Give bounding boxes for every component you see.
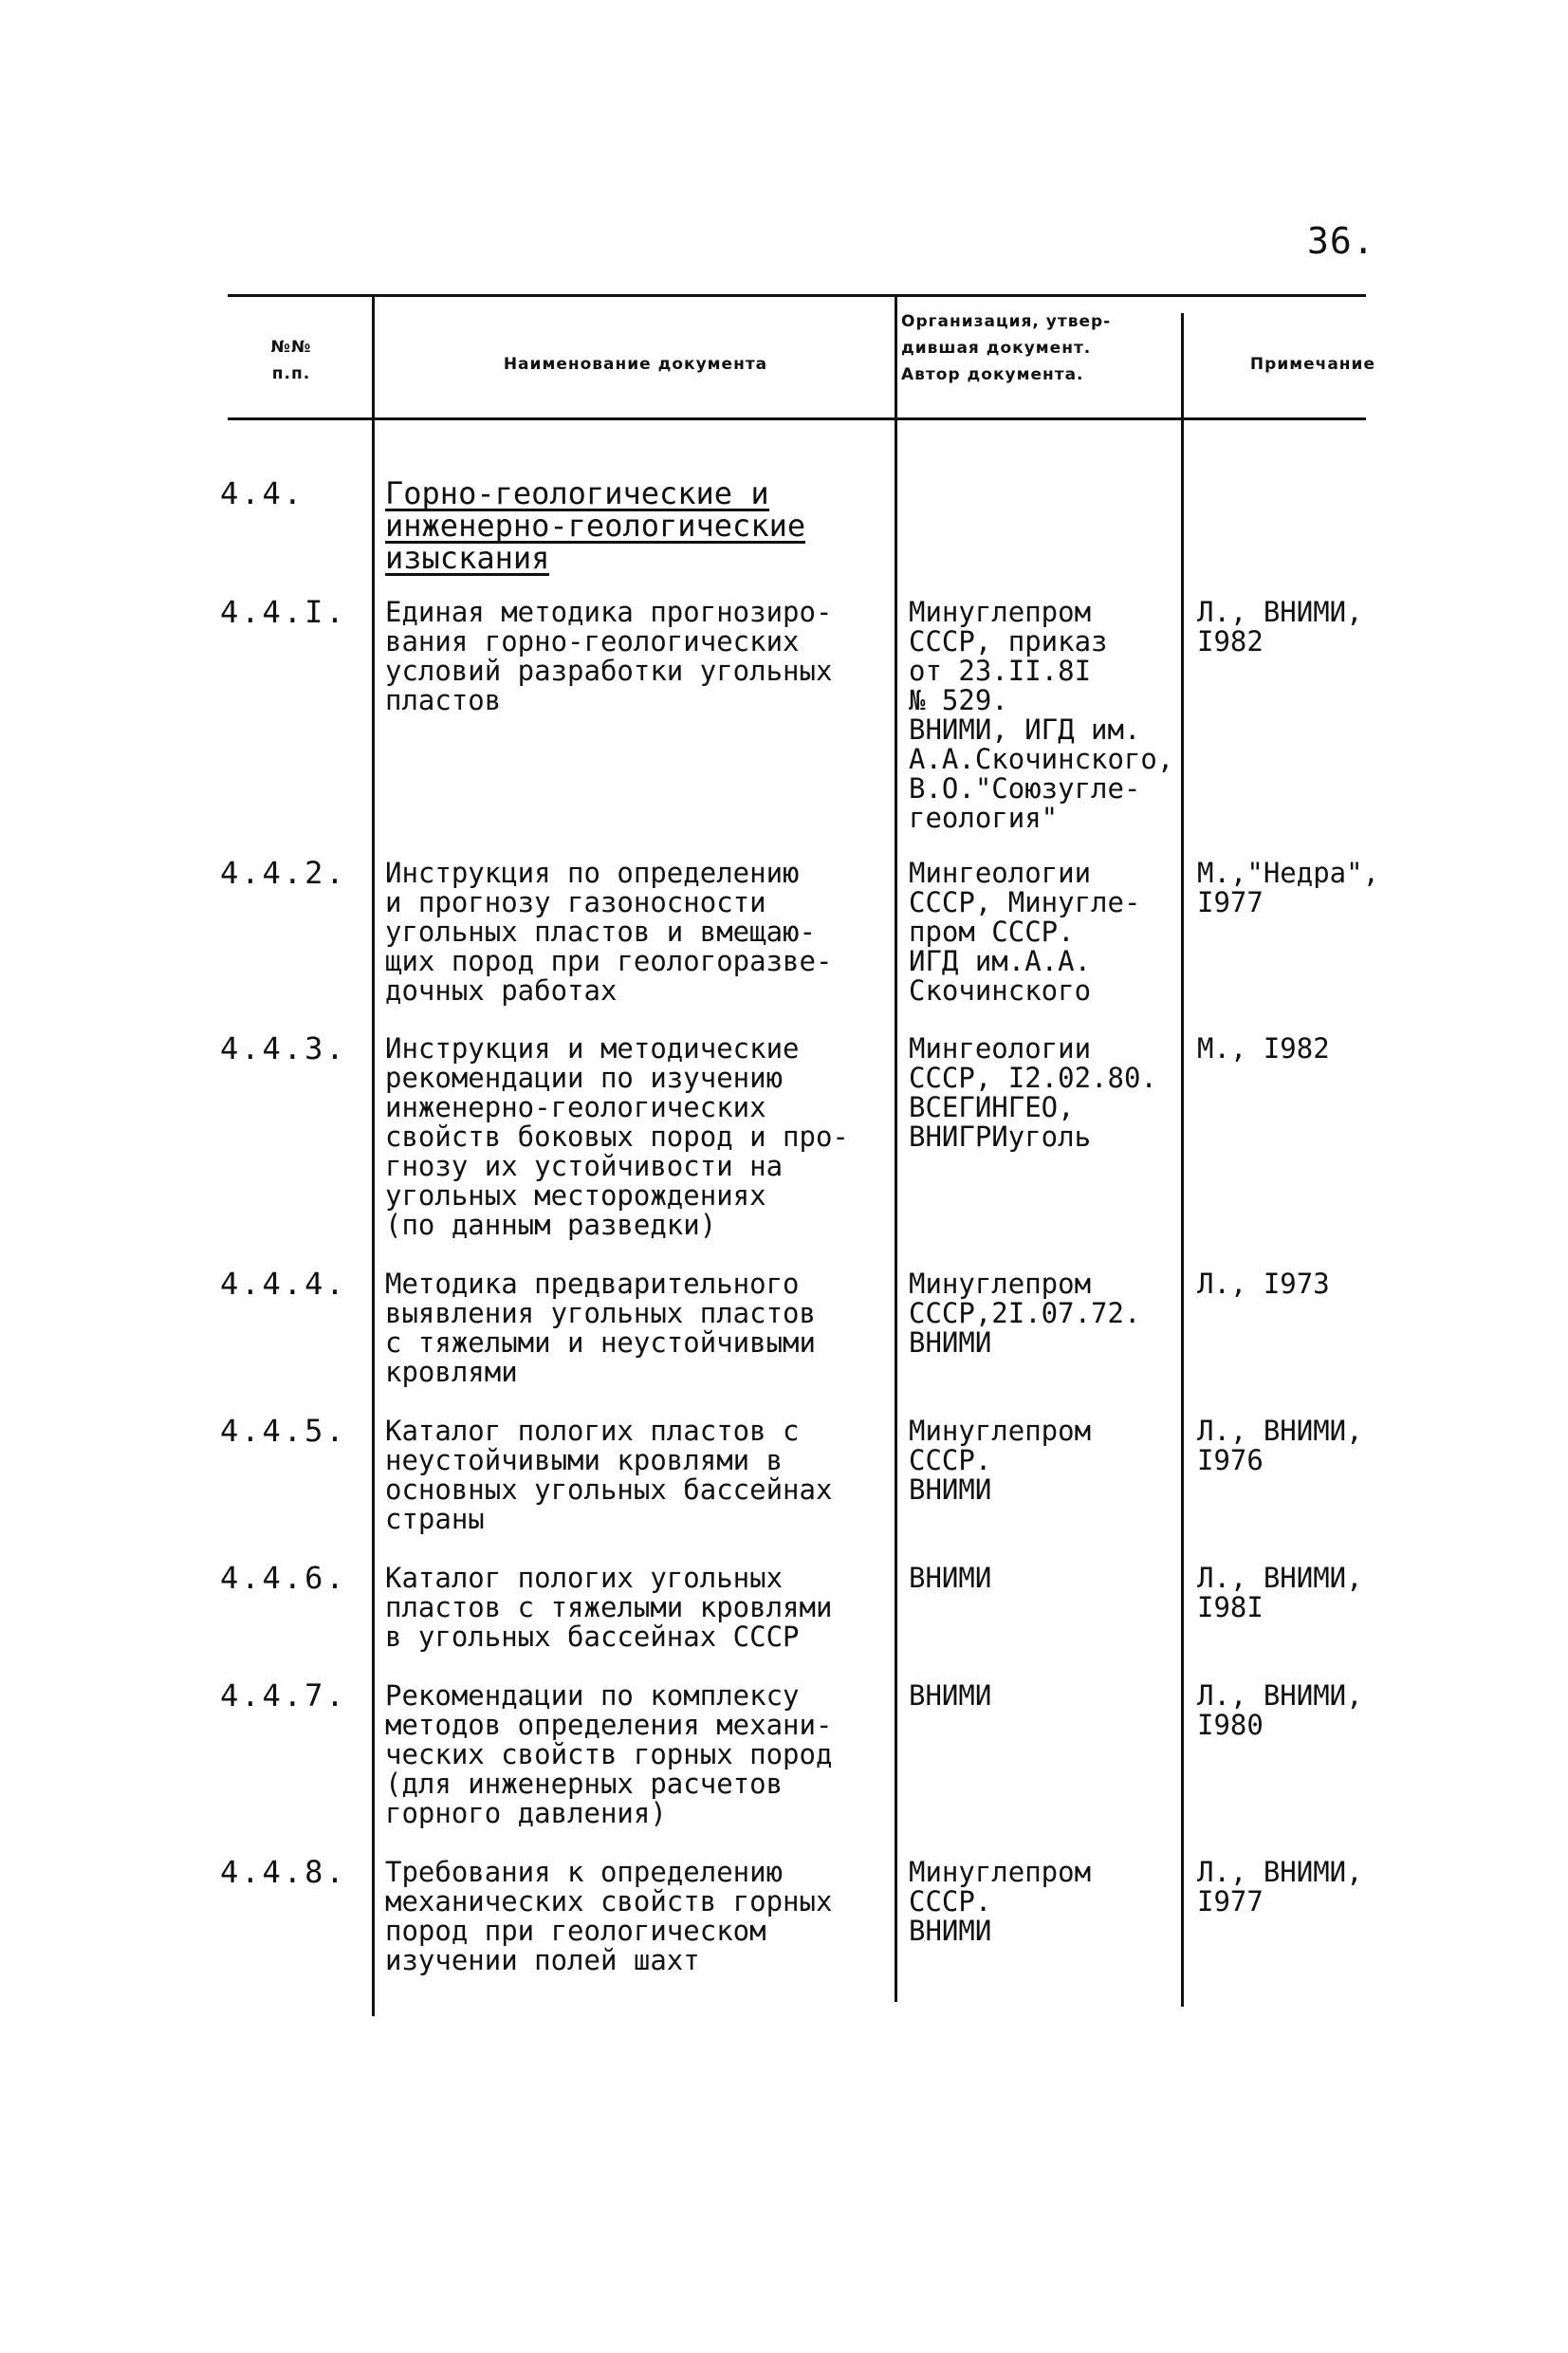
row-document-title: Каталог пологих угольных пластов с тяжелыми кровлями в угольных бассейнах СССР [385,1562,833,1653]
header-org-line2: дившая документ. [901,339,1092,358]
page-number: 36. [1307,220,1375,262]
row-organization: Мингеологии СССР, I2.02.80. ВСЕГИНГЕО, ВНИГРИуголь [909,1032,1157,1153]
header-top-rule [228,294,1366,297]
row-note: Л., ВНИМИ, I982 [1197,596,1363,658]
section-title-line: изыскания [385,540,550,576]
row-organization: Минуглепром СССР, приказ от 23.II.8I № 529. ВНИМИ, ИГД им. А.А.Скочинского, В.О."Союзугле- геология" [909,596,1174,834]
header-org-line3: Автор документа. [901,365,1084,384]
row-note: Л., ВНИМИ, I977 [1197,1856,1363,1918]
row-number: 4.4.6. [220,1560,347,1596]
header-note: Примечание [1249,355,1375,374]
section-title-line: инженерно-геологические [385,508,806,544]
row-note: Л., I973 [1197,1268,1330,1300]
row-organization: ВНИМИ [909,1562,992,1594]
header-number-line1: №№ [270,338,312,357]
row-organization: Минуглепром СССР. ВНИМИ [909,1415,1092,1506]
row-number: 4.4.5. [220,1413,347,1449]
header-number-line2: п.п. [271,364,311,383]
row-number: 4.4.3. [220,1030,347,1066]
header-org-line1: Организация, утвер- [901,312,1112,331]
row-number: 4.4.4. [220,1266,347,1302]
row-document-title: Инструкция и методические рекомендации по изучению инженерно-геологических свойств боковых пород и про- гнозу их устойчивости на угольных месторождениях (по данным разведки) [385,1032,849,1241]
section-title [385,475,806,576]
row-number: 4.4.7. [220,1677,347,1714]
row-note: Л., ВНИМИ, I976 [1197,1415,1363,1476]
row-note: Л., ВНИМИ, I98I [1197,1562,1363,1623]
row-document-title: Инструкция по определению и прогнозу газоносности угольных пластов и вмещаю- щих пород при геологоразве- дочных работах [385,857,833,1007]
row-organization: Мингеологии СССР, Минугле- пром СССР. ИГД им.А.А. Скочинского [909,857,1141,1007]
row-organization: ВНИМИ [909,1679,992,1712]
section-number: 4.4. [220,475,305,511]
section-title-line: Горно-геологические и [385,475,769,511]
column-divider-1 [372,294,375,2016]
column-divider-3 [1181,313,1184,2007]
row-document-title: Единая методика прогнозиро- вания горно-геологических условий разработки угольных пластов [385,596,833,716]
row-organization: Минуглепром СССР,2I.07.72. ВНИМИ [909,1268,1141,1359]
row-note: М.,"Недра", I977 [1197,857,1380,918]
row-document-title: Требования к определению механических свойств горных пород при геологическом изучении полей шахт [385,1856,833,1976]
header-bottom-rule [228,417,1366,420]
row-note: М., I982 [1197,1032,1330,1065]
header-document-name: Наименование документа [503,355,768,374]
header-organization [901,308,1186,388]
row-number: 4.4.I. [220,594,347,630]
header-number [249,334,334,387]
row-number: 4.4.2. [220,855,347,891]
row-note: Л., ВНИМИ, I980 [1197,1679,1363,1741]
row-document-title: Каталог пологих пластов с неустойчивыми кровлями в основных угольных бассейнах страны [385,1415,833,1535]
row-document-title: Методика предварительного выявления угольных пластов с тяжелыми и неустойчивыми кровлями [385,1268,816,1388]
row-number: 4.4.8. [220,1854,347,1890]
row-organization: Минуглепром СССР. ВНИМИ [909,1856,1092,1947]
row-document-title: Рекомендации по комплексу методов определения механи- ческих свойств горных пород (для инженерных расчетов горного давления) [385,1679,833,1829]
